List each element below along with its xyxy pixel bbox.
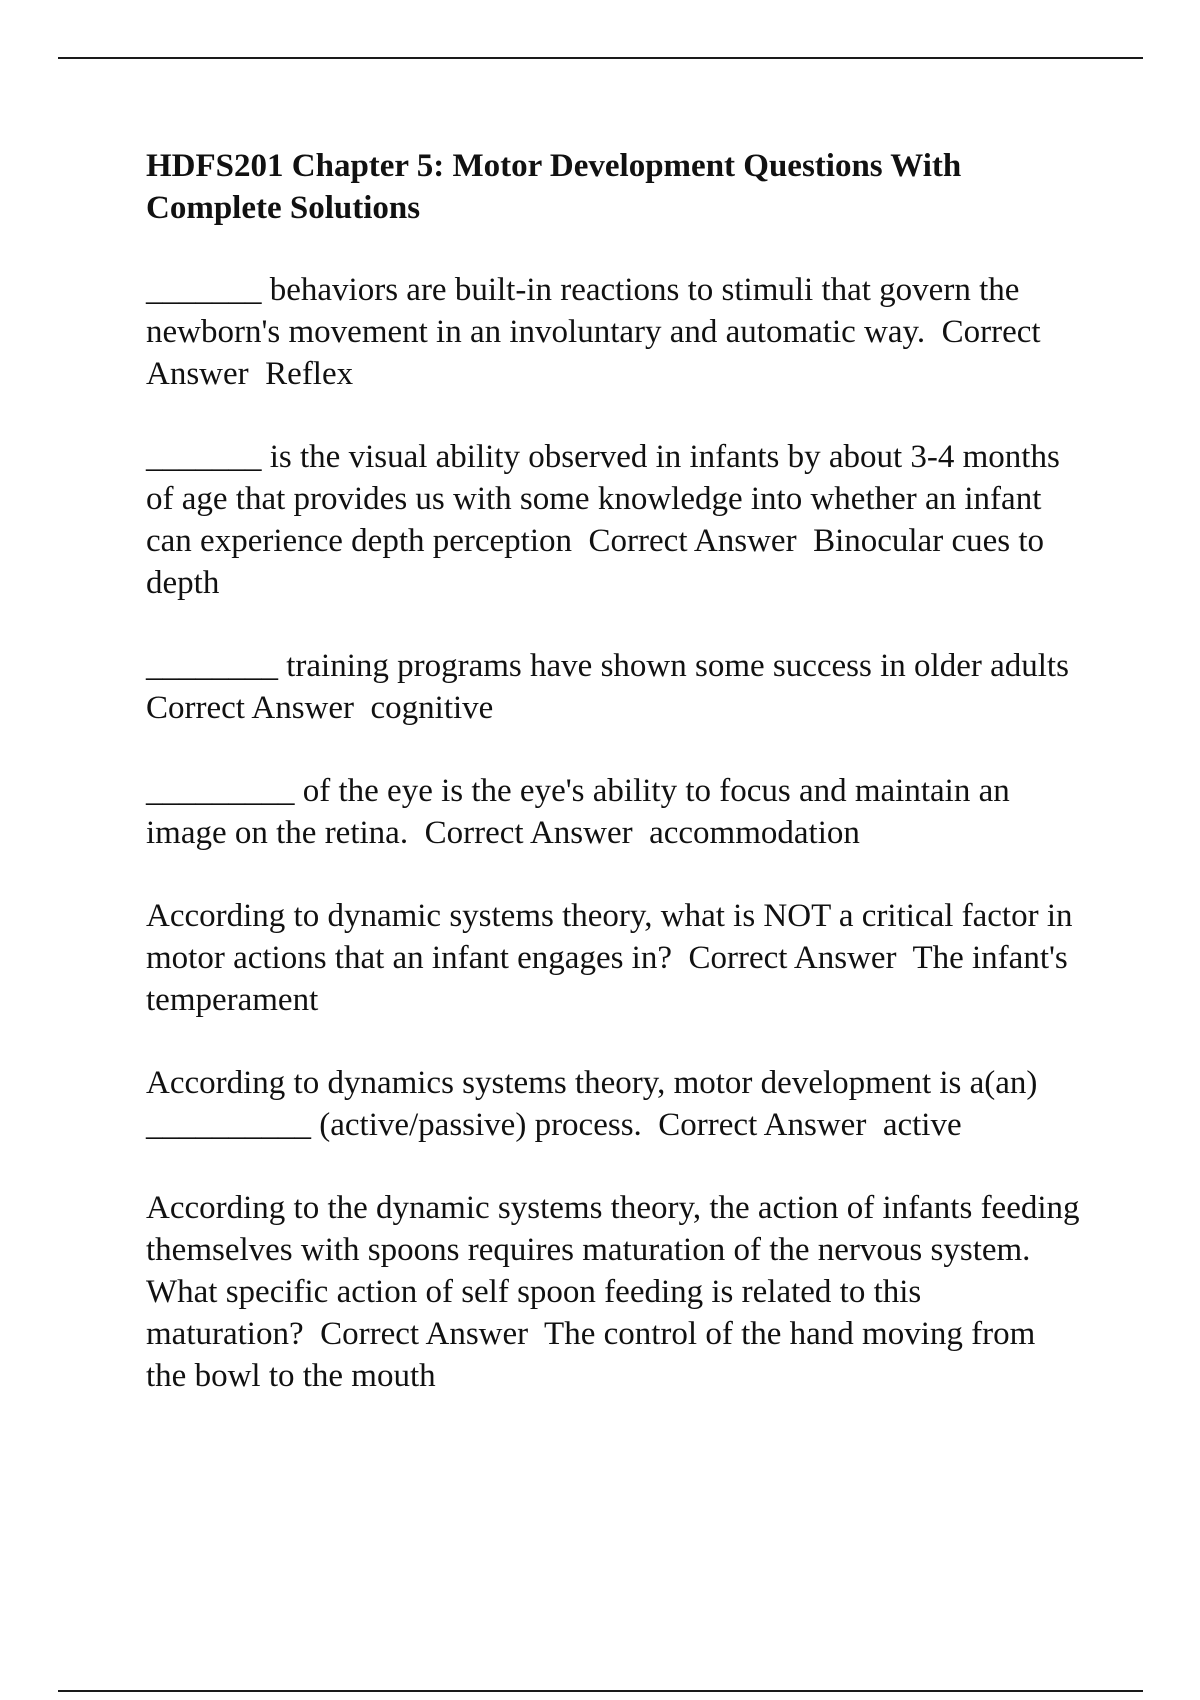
qa-entry: [146, 269, 1081, 395]
answer-label: Correct Answer: [588, 523, 797, 559]
document-body: [146, 145, 1088, 1438]
question-text: ________ training programs have shown some success in older adults: [146, 648, 1069, 684]
answer-label: Correct Answer: [688, 940, 897, 976]
answer-label: Correct Answer: [658, 1107, 867, 1143]
answer-text: The infant's temperament: [146, 940, 1077, 1018]
question-text: _______ behaviors are built-in reactions to stimuli that govern the newborn's movement in an involuntary and automatic way.: [146, 272, 1028, 350]
answer-label: Correct Answer: [146, 314, 1047, 392]
document-title: HDFS201 Chapter 5: Motor Development Questions With Complete Solutions: [146, 148, 962, 226]
answer-text: active: [882, 1107, 962, 1143]
answer-text: accommodation: [649, 815, 860, 851]
bottom-divider: [58, 1690, 1143, 1692]
answer-label: Correct Answer: [424, 815, 633, 851]
qa-entry: [146, 770, 1081, 854]
top-divider: [58, 57, 1143, 59]
answer-text: cognitive: [370, 690, 494, 726]
answer-label: Correct Answer: [320, 1316, 529, 1352]
answer-text: Reflex: [265, 356, 354, 392]
question-text: According to dynamic systems theory, what is NOT a critical factor in motor actions that an infant engages in?: [146, 898, 1081, 976]
qa-entry: [146, 895, 1081, 1021]
qa-entry: [146, 1062, 1081, 1146]
qa-entry: [146, 1187, 1088, 1397]
answer-text: The control of the hand moving from the bowl to the mouth: [146, 1316, 1044, 1394]
qa-entry: [146, 436, 1081, 604]
question-text: According to dynamics systems theory, motor development is a(an) __________ (active/passive) process.: [146, 1065, 1046, 1143]
question-text: According to the dynamic systems theory, the action of infants feeding themselves with spoons requires maturation of the nervous system. What specific action of self spoon feeding is related to this maturation?: [146, 1190, 1088, 1352]
question-text: _______ is the visual ability observed in infants by about 3-4 months of age that provides us with some knowledge into whether an infant can experience depth perception: [146, 439, 1069, 559]
question-text: _________ of the eye is the eye's ability to focus and maintain an image on the retina.: [146, 773, 1018, 851]
answer-text: Binocular cues to depth: [146, 523, 1053, 601]
answer-label: Correct Answer: [146, 690, 355, 726]
qa-entry: [146, 645, 1081, 729]
